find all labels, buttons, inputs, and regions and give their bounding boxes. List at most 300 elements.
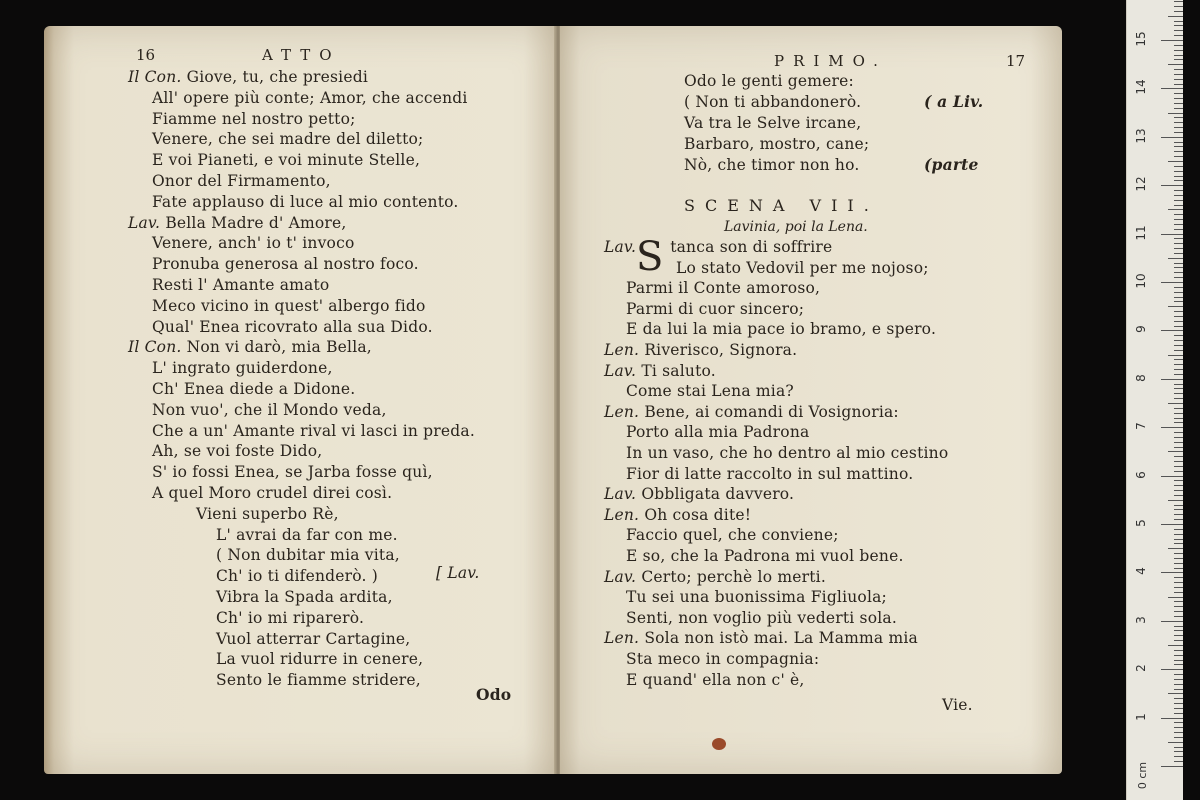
page-number-right: 17 — [1006, 52, 1026, 70]
text-line — [128, 68, 368, 86]
ruler-number: 13 — [1134, 128, 1148, 144]
ruler-tick — [1174, 660, 1183, 661]
ruler-number: 11 — [1134, 224, 1148, 241]
line-text: Obbligata davvero. — [636, 485, 795, 504]
line-text: Non vuo', che il Mondo veda, — [152, 400, 387, 419]
ruler-tick — [1168, 403, 1183, 404]
ruler-tick — [1174, 200, 1183, 201]
ruler-tick — [1174, 727, 1183, 728]
ruler-tick — [1174, 248, 1183, 249]
line-text: Barbaro, mostro, cane; — [684, 135, 870, 153]
ruler-tick — [1174, 132, 1183, 133]
line-text: Nò, che timor non ho. — [684, 156, 860, 174]
text-line — [152, 442, 322, 460]
ruler-tick — [1174, 447, 1183, 448]
ruler-tick — [1174, 558, 1183, 559]
ruler-number: 9 — [1134, 325, 1148, 334]
text-line — [626, 320, 936, 338]
line-text: Ch' io mi riparerò. — [216, 608, 365, 627]
ruler-tick — [1174, 490, 1183, 491]
ruler-tick — [1174, 176, 1183, 177]
text-line — [216, 650, 423, 668]
speaker-label: Lav. — [604, 485, 637, 504]
ruler-tick — [1168, 258, 1183, 259]
text-line — [152, 276, 329, 294]
ruler-tick — [1174, 747, 1183, 748]
speaker-label: Lav. — [128, 213, 161, 232]
text-line — [626, 465, 913, 483]
ruler-tick — [1174, 679, 1183, 680]
line-text: A quel Moro crudel direi così. — [152, 484, 393, 502]
ruler-tick — [1174, 122, 1183, 123]
ruler-tick — [1174, 495, 1183, 496]
line-text: Bella Madre d' Amore, — [160, 213, 347, 232]
line-text: Resti l' Amante amato — [152, 276, 330, 294]
ruler-tick — [1174, 655, 1183, 656]
ruler-tick — [1174, 509, 1183, 510]
ruler-tick — [1168, 742, 1183, 743]
page-number-left: 16 — [136, 46, 156, 64]
text-line — [152, 89, 468, 107]
text-line — [152, 193, 459, 211]
text-line — [684, 72, 854, 90]
ruler-tick — [1174, 146, 1183, 147]
ruler-number: 3 — [1134, 615, 1148, 624]
ruler-tick — [1161, 621, 1183, 622]
line-text: Vibra la Spada ardita, — [216, 588, 393, 606]
ruler-tick — [1174, 418, 1183, 419]
line-text: All' opere più conte; Amor, che accendi — [152, 88, 468, 107]
ruler-tick — [1174, 321, 1183, 322]
ruler-tick — [1174, 587, 1183, 588]
line-text: ( Non ti abbandonerò. — [684, 93, 862, 111]
text-line — [216, 526, 398, 544]
ruler-tick — [1174, 253, 1183, 254]
line-text: Fiamme nel nostro petto; — [152, 109, 356, 128]
scene-title: SCENA VII. — [684, 196, 879, 215]
ruler-tick — [1174, 388, 1183, 389]
line-text: Ch' Enea diede a Didone. — [152, 380, 356, 398]
ruler-tick — [1161, 718, 1183, 719]
ruler-tick — [1174, 751, 1183, 752]
line-text: Porto alla mia Padrona — [626, 423, 810, 442]
text-line — [604, 485, 794, 503]
ruler-tick — [1174, 471, 1183, 472]
ruler-tick — [1174, 606, 1183, 607]
text-line — [684, 114, 861, 132]
ruler-tick — [1174, 316, 1183, 317]
line-text: Senti, non voglio più vederti sola. — [626, 608, 897, 627]
ruler-number: 7 — [1134, 422, 1148, 431]
ruler-tick — [1174, 166, 1183, 167]
ruler-tick — [1174, 292, 1183, 293]
ruler-tick — [1174, 326, 1183, 327]
speaker-label: Il Con. — [128, 68, 182, 86]
ruler-tick — [1174, 69, 1183, 70]
ruler-tick — [1168, 693, 1183, 694]
open-book — [44, 26, 1062, 774]
ruler-tick — [1161, 137, 1183, 138]
text-line — [128, 214, 347, 232]
ruler-tick — [1174, 577, 1183, 578]
line-text: Odo le genti gemere: — [684, 72, 854, 90]
ruler-tick — [1168, 161, 1183, 162]
catchword-left: Odo — [476, 685, 512, 704]
ruler-number: 2 — [1134, 664, 1148, 673]
stage-note: (parte — [924, 155, 979, 174]
ruler-tick — [1174, 156, 1183, 157]
ruler-tick — [1161, 88, 1183, 89]
text-line — [626, 671, 805, 689]
ruler-tick — [1174, 630, 1183, 631]
ruler-tick — [1174, 263, 1183, 264]
ruler-tick — [1174, 664, 1183, 665]
ruler-tick — [1174, 238, 1183, 239]
line-text: La vuol ridurre in cenere, — [216, 650, 424, 669]
line-text: Come stai Lena mia? — [626, 382, 794, 401]
ruler-tick — [1174, 277, 1183, 278]
ruler-tick — [1168, 113, 1183, 114]
line-text: Tu sei una buonissima Figliuola; — [626, 588, 887, 607]
ruler-tick — [1174, 601, 1183, 602]
ruler-number: 14 — [1134, 79, 1148, 96]
ruler-tick — [1174, 297, 1183, 298]
speaker-label: Len. — [604, 629, 640, 648]
line-text: tanca son di soffrire — [670, 238, 833, 256]
ruler-tick — [1174, 50, 1183, 51]
ruler-tick — [1174, 592, 1183, 593]
ruler-tick — [1174, 684, 1183, 685]
ruler-tick — [1174, 93, 1183, 94]
ruler-tick — [1161, 427, 1183, 428]
ruler-tick — [1174, 466, 1183, 467]
stage-note: ( a Liv. — [924, 92, 984, 111]
line-text: Va tra le Selve ircane, — [684, 114, 862, 132]
ruler-tick — [1174, 708, 1183, 709]
ruler-tick — [1161, 282, 1183, 283]
ruler-tick — [1174, 442, 1183, 443]
line-text: Venere, che sei madre del diletto; — [152, 130, 424, 149]
ruler-tick — [1174, 713, 1183, 714]
ruler-tick — [1174, 30, 1183, 31]
line-text: Sola non istò mai. La Mamma mia — [639, 629, 918, 648]
text-line — [604, 362, 716, 380]
text-line — [676, 259, 929, 277]
text-line — [152, 255, 419, 273]
text-line — [626, 279, 820, 297]
text-line — [152, 318, 433, 336]
ruler-tick — [1174, 55, 1183, 56]
text-line — [216, 609, 364, 627]
ruler-tick — [1174, 422, 1183, 423]
text-line — [604, 629, 918, 647]
ruler-tick — [1174, 674, 1183, 675]
ruler-tick — [1174, 539, 1183, 540]
line-text: Faccio quel, che conviene; — [626, 526, 839, 545]
ruler-tick — [1174, 563, 1183, 564]
ruler-tick — [1174, 287, 1183, 288]
ruler-tick — [1174, 35, 1183, 36]
line-text: Sento le fiamme stridere, — [216, 671, 421, 690]
line-text: E quand' ella non c' è, — [626, 670, 805, 689]
ruler-tick — [1174, 151, 1183, 152]
ruler-tick — [1174, 568, 1183, 569]
text-line — [216, 567, 378, 585]
ruler-tick — [1174, 635, 1183, 636]
ruler-tick — [1161, 572, 1183, 573]
text-line — [152, 110, 356, 128]
ruler-tick — [1174, 214, 1183, 215]
text-line — [626, 423, 809, 441]
ruler-tick — [1174, 461, 1183, 462]
ruler-tick — [1174, 364, 1183, 365]
ruler-tick — [1168, 597, 1183, 598]
speaker-label: Lav. — [604, 361, 637, 380]
ruler-number: 8 — [1134, 373, 1148, 382]
ruler-tick — [1174, 737, 1183, 738]
line-text: Bene, ai comandi di Vosignoria: — [639, 402, 899, 421]
ruler-tick — [1174, 722, 1183, 723]
text-line — [152, 234, 354, 252]
ruler-tick — [1174, 267, 1183, 268]
ruler-tick — [1174, 553, 1183, 554]
scene-subtitle: Lavinia, poi la Lena. — [724, 219, 868, 235]
ruler-tick — [1168, 306, 1183, 307]
ruler-tick — [1161, 524, 1183, 525]
line-text: In un vaso, che ho dentro al mio cestino — [626, 444, 949, 462]
ruler-tick — [1161, 669, 1183, 670]
ruler-tick — [1174, 345, 1183, 346]
line-text: E so, che la Padrona mi vuol bene. — [626, 547, 904, 565]
ruler-number: 6 — [1134, 470, 1148, 479]
ruler-number: 1 — [1134, 712, 1148, 721]
speaker-label: Len. — [604, 341, 640, 359]
line-text: Oh cosa dite! — [639, 505, 752, 524]
text-line — [604, 238, 832, 256]
line-text: Sta meco in compagnia: — [626, 650, 820, 668]
text-line — [684, 135, 869, 153]
ruler-tick — [1174, 350, 1183, 351]
speaker-label: Len. — [604, 402, 640, 421]
ruler-tick — [1174, 74, 1183, 75]
ruler-tick — [1174, 195, 1183, 196]
ruler-tick — [1174, 98, 1183, 99]
ruler-tick — [1161, 185, 1183, 186]
text-line — [152, 422, 475, 440]
ruler-tick — [1174, 514, 1183, 515]
ruler-tick — [1174, 190, 1183, 191]
text-line — [626, 547, 904, 565]
paper-stain — [712, 738, 726, 750]
text-line — [152, 130, 423, 148]
ruler-tick — [1174, 1, 1183, 2]
text-line — [604, 568, 826, 586]
text-line — [152, 380, 355, 398]
ruler-tick — [1174, 59, 1183, 60]
line-text: Non vi darò, mia Bella, — [181, 338, 372, 357]
ruler-tick — [1174, 650, 1183, 651]
text-line — [684, 156, 859, 174]
ruler-tick — [1174, 117, 1183, 118]
line-text: E da lui la mia pace io bramo, e spero. — [626, 320, 937, 339]
ruler-tick — [1168, 500, 1183, 501]
line-text: Certo; perchè lo merti. — [636, 567, 826, 586]
ruler-tick — [1174, 369, 1183, 370]
right-page — [560, 26, 1062, 774]
ruler-tick — [1161, 379, 1183, 380]
text-line — [684, 93, 861, 111]
ruler-tick — [1174, 171, 1183, 172]
ruler-tick — [1174, 543, 1183, 544]
ruler-number: 4 — [1134, 567, 1148, 576]
ruler-tick — [1161, 766, 1183, 767]
line-text: Fior di latte raccolto in sul mattino. — [626, 464, 914, 483]
text-line — [216, 588, 393, 606]
speaker-label: Lav. — [604, 238, 637, 256]
line-text: Ti saluto. — [636, 361, 716, 380]
ruler-tick — [1168, 209, 1183, 210]
left-page — [44, 26, 556, 774]
ruler-tick — [1174, 640, 1183, 641]
ruler-tick — [1174, 219, 1183, 220]
running-header-left: ATTO — [262, 46, 341, 64]
line-text: Fate applauso di luce al mio contento. — [152, 192, 459, 211]
speaker-label: Len. — [604, 505, 640, 524]
text-line — [626, 300, 804, 318]
ruler-tick — [1174, 413, 1183, 414]
ruler-tick — [1168, 16, 1183, 17]
text-line — [604, 403, 899, 421]
ruler-tick — [1168, 64, 1183, 65]
ruler-tick — [1174, 432, 1183, 433]
ruler-tick — [1174, 408, 1183, 409]
text-line — [626, 650, 819, 668]
ruler-tick — [1174, 611, 1183, 612]
line-text: Lo stato Vedovil per me nojoso; — [676, 258, 929, 277]
ruler-tick — [1174, 229, 1183, 230]
ruler-tick — [1174, 384, 1183, 385]
ruler-tick — [1174, 243, 1183, 244]
ruler-tick — [1161, 476, 1183, 477]
line-text: Ah, se voi foste Dido, — [152, 442, 323, 461]
ruler-tick — [1174, 84, 1183, 85]
speaker-label: Lav. — [604, 567, 637, 586]
ruler-tick — [1174, 616, 1183, 617]
ruler-unit-label: 0 cm — [1136, 761, 1150, 790]
text-line — [152, 359, 333, 377]
line-text: E voi Pianeti, e voi minute Stelle, — [152, 151, 421, 170]
ruler-tick — [1174, 224, 1183, 225]
text-line — [152, 297, 426, 315]
text-line — [626, 444, 948, 462]
line-text: L' ingrato guiderdone, — [152, 359, 333, 378]
ruler-tick — [1174, 437, 1183, 438]
line-text: Pronuba generosa al nostro foco. — [152, 255, 419, 274]
text-line — [604, 506, 751, 524]
text-line — [216, 546, 400, 564]
ruler-tick — [1174, 311, 1183, 312]
line-text: Vieni superbo Rè, — [196, 504, 339, 523]
ruler-tick — [1174, 582, 1183, 583]
ruler-tick — [1168, 451, 1183, 452]
text-line — [196, 505, 339, 523]
ruler-tick — [1174, 398, 1183, 399]
text-line — [152, 172, 331, 190]
ruler-tick — [1174, 359, 1183, 360]
ruler-tick — [1161, 234, 1183, 235]
ruler-tick — [1174, 480, 1183, 481]
text-line — [152, 484, 392, 502]
line-text: Parmi di cuor sincero; — [626, 299, 805, 318]
ruler-tick — [1174, 301, 1183, 302]
catchword-right: Vie. — [942, 696, 973, 714]
measurement-ruler — [1126, 0, 1183, 800]
ruler-tick — [1174, 45, 1183, 46]
ruler-tick — [1174, 534, 1183, 535]
ruler-tick — [1174, 505, 1183, 506]
line-text: Vuol atterrar Cartagine, — [216, 629, 411, 648]
ruler-tick — [1174, 393, 1183, 394]
text-line — [152, 151, 420, 169]
ruler-tick — [1174, 25, 1183, 26]
text-line — [152, 401, 387, 419]
text-line — [216, 671, 421, 689]
ruler-tick — [1174, 180, 1183, 181]
line-text: Che a un' Amante rival vi lasci in preda. — [152, 421, 475, 440]
ruler-tick — [1174, 626, 1183, 627]
running-header-right: PRIMO. — [774, 52, 887, 70]
ruler-tick — [1174, 127, 1183, 128]
ruler-tick — [1168, 645, 1183, 646]
ruler-tick — [1174, 456, 1183, 457]
text-line — [128, 338, 372, 356]
ruler-tick — [1174, 756, 1183, 757]
line-text: Venere, anch' io t' invoco — [152, 234, 355, 253]
ruler-tick — [1161, 330, 1183, 331]
line-text: Qual' Enea ricovrato alla sua Dido. — [152, 317, 433, 336]
ruler-tick — [1168, 355, 1183, 356]
ruler-tick — [1174, 340, 1183, 341]
ruler-tick — [1174, 519, 1183, 520]
line-text: Riverisco, Signora. — [639, 341, 798, 359]
ruler-number: 12 — [1134, 176, 1148, 192]
stage-note-left: [ Lav. — [436, 564, 480, 582]
text-line — [604, 341, 797, 359]
line-text: S' io fossi Enea, se Jarba fosse quì, — [152, 463, 433, 482]
text-line — [216, 630, 410, 648]
text-line — [152, 463, 433, 481]
ruler-tick — [1174, 205, 1183, 206]
line-text: Meco vicino in quest' albergo fido — [152, 296, 426, 315]
ruler-tick — [1174, 103, 1183, 104]
ruler-tick — [1174, 335, 1183, 336]
line-text: Onor del Firmamento, — [152, 172, 331, 190]
ruler-tick — [1174, 11, 1183, 12]
ruler-tick — [1174, 698, 1183, 699]
text-line — [626, 526, 839, 544]
ruler-tick — [1161, 40, 1183, 41]
ruler-tick — [1174, 703, 1183, 704]
ruler-number: 15 — [1134, 31, 1148, 47]
ruler-tick — [1168, 548, 1183, 549]
line-text: L' avrai da far con me. — [216, 525, 398, 544]
text-line — [626, 382, 794, 400]
ruler-tick — [1174, 6, 1183, 7]
ruler-tick — [1174, 21, 1183, 22]
ruler-tick — [1174, 529, 1183, 530]
line-text: Giove, tu, che presiedi — [181, 68, 368, 86]
speaker-label: Il Con. — [128, 338, 182, 357]
